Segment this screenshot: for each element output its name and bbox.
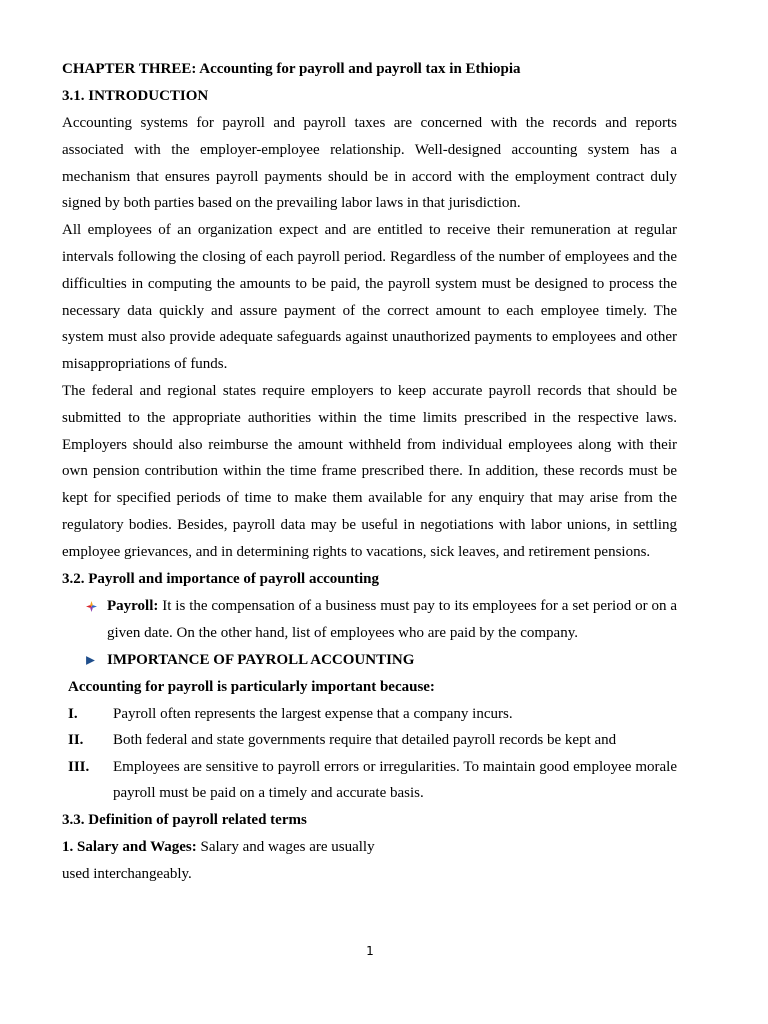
term-salary-wages	[62, 834, 677, 861]
paragraph-intro-1: Accounting systems for payroll and payroll taxes are concerned with the records and reports associated with the employer-employee relationship. Well-designed accounting system has a mechanism that ensures payroll payments should be in accord with the employment contract duly signed by both parties based on the prevailing labor laws in that jurisdiction.	[62, 115, 677, 212]
bullet-item-importance	[62, 647, 677, 674]
paragraph-intro-2: All employees of an organization expect and are entitled to receive their remuneration at regular intervals following the closing of each payroll period. Regardless of the number of employees and the difficulties in computing the amounts to be paid, the payroll system must be designed to process the necessary data quickly and assure payment of the correct amount to each employee timely. The system must also provide adequate safeguards against unauthorized payments to employees and other misappropriations of funds.	[62, 222, 677, 373]
section-heading-definitions: 3.3. Definition of payroll related terms	[62, 811, 307, 828]
bullet-item-payroll	[62, 593, 677, 647]
bullet-list	[62, 593, 677, 674]
list-text: Both federal and state governments require that detailed payroll records be kept and	[113, 732, 617, 749]
bullet-text-payroll: It is the compensation of a business must pay to its employees for a set period or on a given date. On the other hand, list of employees who are paid by the company.	[107, 597, 677, 641]
paragraph-intro-3: The federal and regional states require employers to keep accurate payroll records that should be submitted to the appropriate authorities within the time limits prescribed in the respective laws. Employers should also reimburse the amount withheld from individual employees along with their own pension contribution within the time frame prescribed there. In addition, these records must be kept for specified periods of time to make them available for any enquiry that may arise from the regulatory bodies. Besides, payroll data may be useful in negotiations with labor unions, in settling employee grievances, and in determining rights to vacations, sick leaves, and retirement pensions.	[62, 382, 677, 560]
term-label: 1. Salary and Wages:	[62, 838, 197, 855]
bullet-text-importance: IMPORTANCE OF PAYROLL ACCOUNTING	[107, 651, 415, 668]
chapter-title: CHAPTER THREE: Accounting for payroll and payroll tax in Ethiopia	[62, 61, 521, 77]
section-heading-payroll-importance: 3.2. Payroll and importance of payroll accounting	[62, 570, 379, 587]
list-number: III.	[68, 758, 90, 775]
arrow-bullet-icon	[86, 647, 98, 674]
importance-lead: Accounting for payroll is particularly important because:	[68, 678, 435, 695]
term-text-line2: used interchangeably.	[62, 865, 192, 882]
list-number: I.	[68, 705, 78, 722]
page-number: 1	[366, 944, 374, 958]
term-text-line1: Salary and wages are usually	[196, 838, 375, 855]
list-number: II.	[68, 732, 84, 749]
list-item	[68, 701, 677, 728]
reasons-list	[62, 701, 677, 807]
list-item	[68, 754, 677, 807]
list-text: Employees are sensitive to payroll errors or irregularities. To maintain good employee morale payroll must be paid on a timely and accurate basis.	[113, 758, 677, 802]
bullet-term-payroll: Payroll:	[107, 597, 159, 614]
star-bullet-icon	[86, 593, 98, 620]
list-text: Payroll often represents the largest expense that a company incurs.	[113, 705, 513, 722]
document-page	[62, 56, 677, 887]
list-item	[68, 727, 677, 754]
section-heading-introduction: 3.1. INTRODUCTION	[62, 88, 209, 104]
